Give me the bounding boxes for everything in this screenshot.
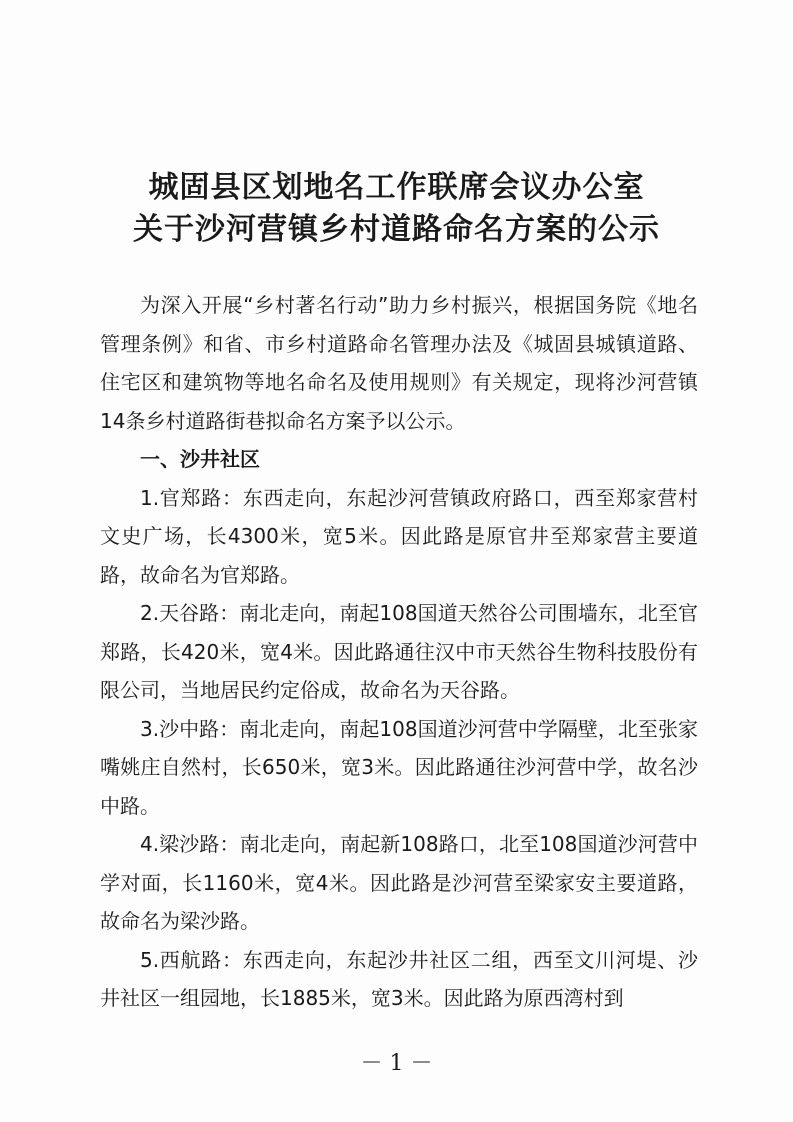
road-item-3: 3.沙中路：南北走向，南起108国道沙河营中学隔壁，北至张家嘴姚庄自然村，长650米，宽3米。因此路通往沙河营中学，故名沙中路。	[100, 716, 698, 818]
road-item-4: 4.梁沙路：南北走向，南起新108路口，北至108国道沙河营中学对面，长1160米，宽4米。因此路是沙河营至梁家安主要道路，故命名为梁沙路。	[100, 832, 698, 933]
document-body	[100, 286, 698, 1018]
document-title-line-2: 关于沙河营镇乡村道路命名方案的公示	[133, 212, 660, 247]
section-heading: 一、沙井社区	[140, 447, 260, 471]
intro-paragraph: 为深入开展“乡村著名行动”助力乡村振兴，根据国务院《地名管理条例》和省、市乡村道路命名管理办法及《城固县城镇道路、住宅区和建筑物等地名命名及使用规则》有关规定，现将沙河营镇14条乡村道路街巷拟命名方案予以公示。	[100, 293, 698, 433]
road-item-2: 2.天谷路：南北走向，南起108国道天然谷公司围墙东，北至官郑路，长420米，宽4米。因此路通往汉中市天然谷生物科技股份有限公司，当地居民约定俗成，故命名为天谷路。	[100, 601, 698, 702]
road-item-5: 5.西航路：东西走向，东起沙井社区二组，西至文川河堤、沙井社区一组园地，长1885米，宽3米。因此路为原西湾村到	[100, 947, 698, 1010]
document-title-line-1: 城固县区划地名工作联席会议办公室	[148, 170, 645, 205]
road-item-1: 1.官郑路：东西走向，东起沙河营镇政府路口，西至郑家营村文史广场，长4300米，宽5米。因此路是原官井至郑家营主要道路，故命名为官郑路。	[100, 485, 698, 587]
page-number: － 1 －	[360, 1051, 433, 1076]
